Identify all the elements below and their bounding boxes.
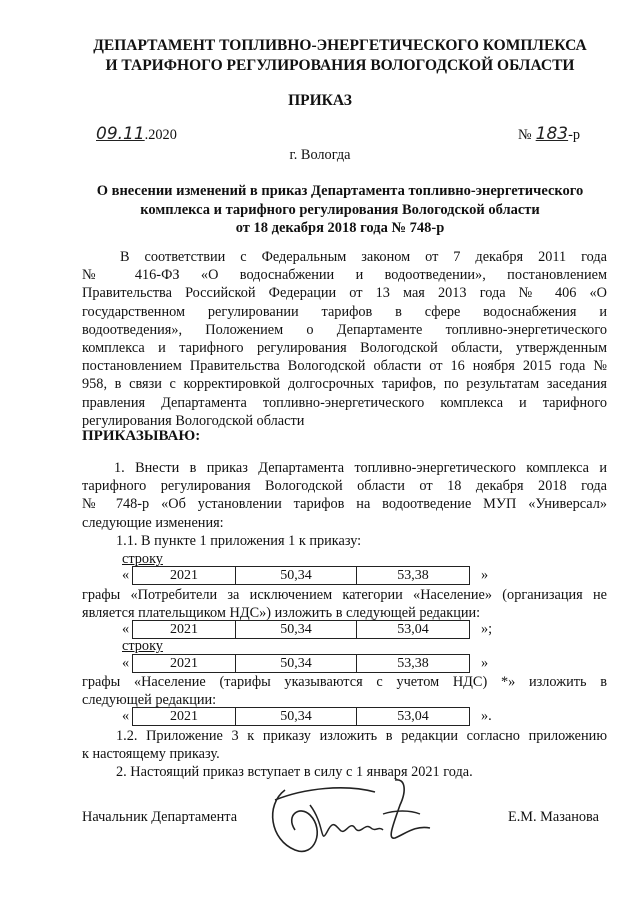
quote-close: »; (481, 621, 493, 637)
order-date (96, 124, 177, 144)
tariff-row-2 (132, 620, 470, 639)
preamble-line: 958, в связи с корректировкой долгосрочных тарифов, по результатам заседания (82, 376, 607, 393)
preamble-line: Правительства Российской Федерации от 13 мая 2013 года № 406 «О (82, 285, 607, 302)
title-line2: комплекса и тарифного регулирования Вологодской области (140, 201, 540, 218)
item1-line: 1. Внести в приказ Департамента топливно-энергетического комплекса и (114, 460, 607, 476)
value-cell: 53,38 (357, 655, 470, 673)
handwritten-signature (255, 770, 445, 865)
department-name-line1: ДЕПАРТАМЕНТ ТОПЛИВНО-ЭНЕРГЕТИЧЕСКОГО КОМПЛЕКСА (93, 37, 587, 54)
handwritten-date: 09.11 (96, 124, 145, 144)
quote-close: ». (481, 708, 492, 724)
quote-close: » (481, 567, 489, 583)
title-line3: от 18 декабря 2018 года № 748-р (235, 220, 445, 236)
value-cell: 53,04 (357, 621, 470, 639)
number-prefix: № (518, 127, 532, 143)
value-cell: 53,04 (357, 708, 470, 726)
department-name-line2: И ТАРИФНОГО РЕГУЛИРОВАНИЯ ВОЛОГОДСКОЙ ОБЛАСТИ (105, 57, 575, 74)
grafy-line: является плательщиком НДС») изложить в следующей редакции: (82, 605, 481, 621)
tariff-row-3 (132, 654, 470, 673)
sub2-line: к настоящему приказу. (82, 746, 220, 762)
title-line1: О внесении изменений в приказ Департамента топливно-энергетического (96, 183, 584, 199)
preamble-line: правления Департамента топливно-энергетического комплекса и тарифного (82, 394, 607, 411)
item1-line: № 748-р «Об установлении тарифов на водоотведение МУП «Универсал» (82, 496, 607, 513)
item1-text (82, 459, 607, 514)
sub2-text (82, 727, 607, 745)
value-cell: 50,34 (236, 655, 357, 673)
quote-open: « (122, 621, 130, 637)
order-number (518, 124, 580, 144)
preamble-line: постановлением Правительства Вологодской области от 16 ноября 2015 года № (82, 358, 607, 375)
sub2-line: 1.2. Приложение 3 к приказу изложить в редакции согласно приложению (116, 728, 607, 744)
item1-sub1: 1.1. В пункте 1 приложения 1 к приказу: (116, 533, 362, 549)
year-cell: 2021 (133, 708, 236, 726)
quote-open: « (122, 567, 130, 583)
signatory-name: Е.М. Мазанова (508, 809, 599, 825)
year-cell: 2021 (133, 567, 236, 585)
stroku-label: строку (122, 638, 163, 654)
value-cell: 53,38 (357, 567, 470, 585)
quote-open: « (122, 708, 130, 724)
preamble-line: комплекса и тарифного регулирования Вологодской области, утвержденным (82, 340, 607, 357)
preamble-line: № 416-ФЗ «О водоснабжении и водоотведении», постановлением (82, 267, 607, 284)
preamble-line: водоотведения», Положением о Департаменте топливно-энергетического (82, 321, 607, 338)
quote-close: » (481, 655, 489, 671)
value-cell: 50,34 (236, 567, 357, 585)
grafy-line: графы «Население (тарифы указываются с учетом НДС) *» изложить в (82, 674, 607, 690)
preamble-line: регулирования Вологодской области (82, 413, 305, 429)
document-type: ПРИКАЗ (288, 92, 352, 109)
grafy1-text (82, 586, 607, 604)
year-cell: 2021 (133, 655, 236, 673)
signatory-position: Начальник Департамента (82, 809, 238, 825)
value-cell: 50,34 (236, 708, 357, 726)
handwritten-number: 183 (535, 124, 569, 144)
date-year: .2020 (144, 127, 177, 143)
item1-line: следующие изменения: (82, 515, 224, 531)
tariff-row-4 (132, 707, 470, 726)
stroku-label: строку (122, 551, 163, 567)
grafy-line: следующей редакции: (82, 692, 217, 708)
item2-text: 2. Настоящий приказ вступает в силу с 1 января 2021 года. (116, 764, 473, 780)
preamble (82, 248, 607, 412)
document-title (70, 182, 610, 238)
city: г. Вологда (289, 147, 351, 163)
preamble-line: государственном регулировании тарифов в сфере водоснабжения и (82, 303, 607, 320)
number-suffix: -р (568, 127, 581, 143)
value-cell: 50,34 (236, 621, 357, 639)
department-header (60, 36, 620, 76)
item1-line: тарифного регулирования Вологодской области от 18 декабря 2018 года (82, 478, 607, 495)
grafy-line: графы «Потребители за исключением категории «Население» (организация не (82, 587, 607, 603)
preamble-line: В соответствии с Федеральным законом от 7 декабря 2011 года (120, 249, 607, 265)
grafy2-text (82, 673, 607, 691)
year-cell: 2021 (133, 621, 236, 639)
prikazyvayu-heading: ПРИКАЗЫВАЮ: (82, 428, 201, 444)
quote-open: « (122, 655, 130, 671)
tariff-row-1 (132, 566, 470, 585)
